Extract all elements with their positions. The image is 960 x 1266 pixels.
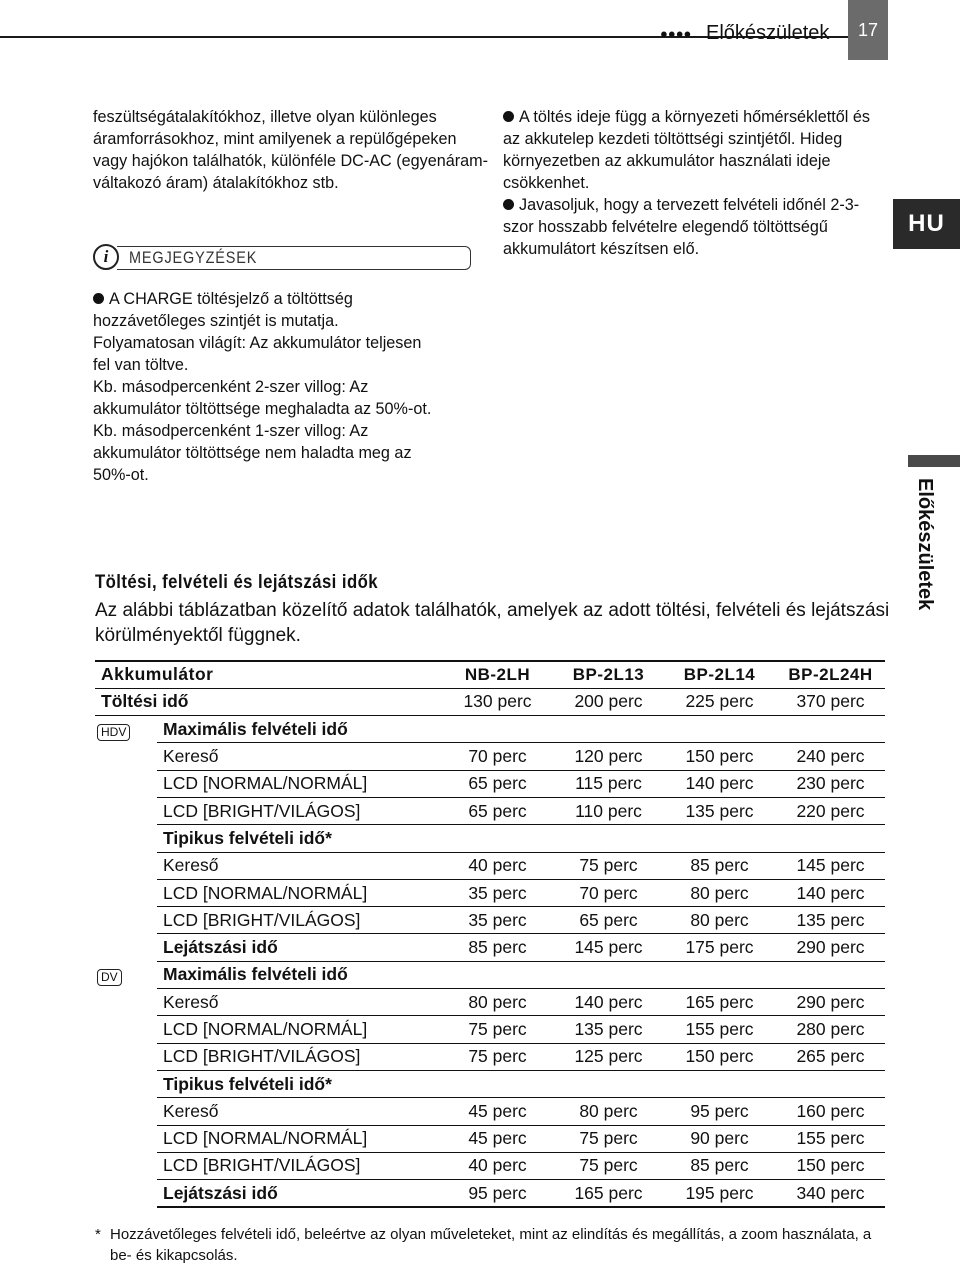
cell: 75 perc: [552, 1152, 663, 1179]
note-line: Kb. másodpercenként 1-szer villog: Az: [93, 422, 369, 440]
cell: 290 perc: [774, 934, 885, 961]
note-line: Folyamatosan világít: Az akkumulátor teljesen: [93, 334, 422, 352]
header-title: Előkészületek: [706, 22, 830, 44]
notes-header: [93, 244, 471, 272]
notes-label: MEGJEGYZÉSEK: [129, 248, 258, 267]
cell: 115 perc: [552, 770, 663, 797]
cell: 220 perc: [774, 797, 885, 824]
cell: 75 perc: [441, 1016, 552, 1043]
cell: 80 perc: [663, 879, 774, 906]
cell: 40 perc: [441, 852, 552, 879]
table-row: [95, 1125, 885, 1152]
battery-time-table: [95, 660, 885, 1208]
row-label: LCD [NORMAL/NORMÁL]: [157, 1016, 441, 1043]
row-label: LCD [BRIGHT/VILÁGOS]: [157, 907, 441, 934]
page-number: 17: [848, 0, 888, 60]
cell: 225 perc: [663, 688, 774, 715]
cell: 175 perc: [663, 934, 774, 961]
cell: 95 perc: [441, 1180, 552, 1207]
cell: 110 perc: [552, 797, 663, 824]
table-row: [95, 1070, 885, 1097]
table-row: [95, 743, 885, 770]
row-label: Maximális felvételi idő: [157, 961, 885, 988]
note-line: fel van töltve.: [93, 356, 189, 374]
row-label: LCD [NORMAL/NORMÁL]: [157, 879, 441, 906]
cell: 40 perc: [441, 1152, 552, 1179]
note-line: 50%-ot.: [93, 466, 149, 484]
cell: 80 perc: [441, 989, 552, 1016]
header-col: BP-2L13: [552, 661, 663, 688]
cell: 120 perc: [552, 743, 663, 770]
cell: 80 perc: [552, 1098, 663, 1125]
charge-indicator-note: [93, 288, 493, 486]
cell: 195 perc: [663, 1180, 774, 1207]
cell: 75 perc: [441, 1043, 552, 1070]
section-tab-label: Előkészületek: [914, 478, 936, 611]
row-label: LCD [NORMAL/NORMÁL]: [157, 1125, 441, 1152]
cell: 65 perc: [441, 770, 552, 797]
cell: 95 perc: [663, 1098, 774, 1125]
note-line: akkumulátor töltöttsége meghaladta az 50%-ot.: [93, 400, 432, 418]
table-row: [95, 1043, 885, 1070]
intro-text: feszültségátalakítókhoz, illetve olyan különleges áramforrásokhoz, mint amilyenek a repülőgépeken vagy hajókon találhatók, különféle DC-AC (egyenáram-váltakozó áram) átalakítókhoz stb.: [93, 108, 488, 192]
table-header-row: [95, 661, 885, 688]
footnote: [95, 1224, 895, 1266]
cell: 90 perc: [663, 1125, 774, 1152]
header-col: BP-2L24H: [774, 661, 885, 688]
cell: 230 perc: [774, 770, 885, 797]
header-col: NB-2LH: [441, 661, 552, 688]
row-label: Kereső: [157, 989, 441, 1016]
cell: 85 perc: [663, 852, 774, 879]
table-row: [95, 961, 885, 988]
row-label: LCD [BRIGHT/VILÁGOS]: [157, 1043, 441, 1070]
table-row: [95, 825, 885, 852]
row-label: Tipikus felvételi idő*: [157, 825, 885, 852]
bullet-icon: [503, 199, 514, 210]
cell: 135 perc: [774, 907, 885, 934]
dv-group: [95, 961, 157, 1207]
cell: 160 perc: [774, 1098, 885, 1125]
footnote-text: Hozzávetőleges felvételi idő, beleértve az olyan műveleteket, mint az elindítás és megállítás, a zoom használata, a be- és kikapcsolás.: [110, 1226, 872, 1264]
note-line: akkumulátor töltöttsége nem haladta meg az: [93, 444, 412, 462]
note-line: Kb. másodpercenként 2-szer villog: Az: [93, 378, 369, 396]
cell: 85 perc: [663, 1152, 774, 1179]
note-line: hozzávetőleges szintjét is mutatja.: [93, 312, 339, 330]
cell: 80 perc: [663, 907, 774, 934]
table-row: [95, 989, 885, 1016]
bullet-icon: [503, 111, 514, 122]
table-row: [95, 907, 885, 934]
cell: 140 perc: [663, 770, 774, 797]
table-row: [95, 879, 885, 906]
row-label: Maximális felvételi idő: [157, 716, 885, 743]
row-label: Tipikus felvételi idő*: [157, 1070, 885, 1097]
row-label: Kereső: [157, 1098, 441, 1125]
row-label: Lejátszási idő: [157, 1180, 441, 1207]
footnote-mark: *: [95, 1226, 101, 1243]
cell: 145 perc: [774, 852, 885, 879]
hdv-mode-icon: HDV: [97, 724, 130, 741]
cell: 70 perc: [441, 743, 552, 770]
cell: 85 perc: [441, 934, 552, 961]
cell: 150 perc: [663, 743, 774, 770]
cell: 155 perc: [774, 1125, 885, 1152]
section-heading: Töltési, felvételi és lejátszási idők: [95, 572, 378, 593]
cell: 45 perc: [441, 1125, 552, 1152]
section-tab-bar: [908, 455, 960, 467]
cell: 140 perc: [774, 879, 885, 906]
info-icon: i: [93, 244, 119, 270]
cell: 70 perc: [552, 879, 663, 906]
cell: 75 perc: [552, 852, 663, 879]
table-row: [95, 852, 885, 879]
table-row: [95, 1016, 885, 1043]
cell: 370 perc: [774, 688, 885, 715]
row-label: LCD [NORMAL/NORMÁL]: [157, 770, 441, 797]
cell: 340 perc: [774, 1180, 885, 1207]
header-col: BP-2L14: [663, 661, 774, 688]
cell: 265 perc: [774, 1043, 885, 1070]
table-row: [95, 716, 885, 743]
cell: 150 perc: [774, 1152, 885, 1179]
table-row: [95, 934, 885, 961]
cell: 150 perc: [663, 1043, 774, 1070]
header-dots: ●●●●: [660, 26, 692, 41]
cell: 65 perc: [441, 797, 552, 824]
bullet-icon: [93, 293, 104, 304]
cell: 165 perc: [552, 1180, 663, 1207]
cell: 45 perc: [441, 1098, 552, 1125]
cell: 145 perc: [552, 934, 663, 961]
section-text: Az alábbi táblázatban közelítő adatok találhatók, amelyek az adott töltési, felvételi és lejátszási körülményektől függnek.: [95, 600, 890, 646]
hdv-group: [95, 716, 157, 962]
cell: 280 perc: [774, 1016, 885, 1043]
row-label: LCD [BRIGHT/VILÁGOS]: [157, 797, 441, 824]
table-row: [95, 1098, 885, 1125]
row-label: Lejátszási idő: [157, 934, 441, 961]
table-row: [95, 1152, 885, 1179]
header-battery: Akkumulátor: [95, 661, 441, 688]
cell: 135 perc: [663, 797, 774, 824]
cell: 290 perc: [774, 989, 885, 1016]
cell: 165 perc: [663, 989, 774, 1016]
cell: 65 perc: [552, 907, 663, 934]
note-bullet-2: Javasoljuk, hogy a tervezett felvételi időnél 2-3-szor hosszabb felvételre elegendő töltöttségű akkumulátort készítsen elő.: [503, 196, 860, 258]
dv-mode-icon: DV: [97, 969, 122, 986]
table-row: [95, 688, 885, 715]
cell: 75 perc: [552, 1125, 663, 1152]
row-label: Kereső: [157, 743, 441, 770]
right-notes: [503, 106, 883, 260]
table-row: [95, 1180, 885, 1207]
row-label: Töltési idő: [95, 688, 441, 715]
cell: 35 perc: [441, 907, 552, 934]
language-tab: HU: [893, 199, 960, 249]
cell: 135 perc: [552, 1016, 663, 1043]
cell: 240 perc: [774, 743, 885, 770]
cell: 125 perc: [552, 1043, 663, 1070]
row-label: LCD [BRIGHT/VILÁGOS]: [157, 1152, 441, 1179]
cell: 35 perc: [441, 879, 552, 906]
note-bullet-1: A töltés ideje függ a környezeti hőmérséklettől és az akkutelep kezdeti töltöttségi szintjétől. Hideg környezetben az akkumulátor használati ideje csökkenhet.: [503, 108, 870, 192]
table-row: [95, 770, 885, 797]
cell: 200 perc: [552, 688, 663, 715]
row-label: Kereső: [157, 852, 441, 879]
note-line: A CHARGE töltésjelző a töltöttség: [93, 288, 493, 310]
cell: 140 perc: [552, 989, 663, 1016]
table-row: [95, 797, 885, 824]
cell: 155 perc: [663, 1016, 774, 1043]
cell: 130 perc: [441, 688, 552, 715]
